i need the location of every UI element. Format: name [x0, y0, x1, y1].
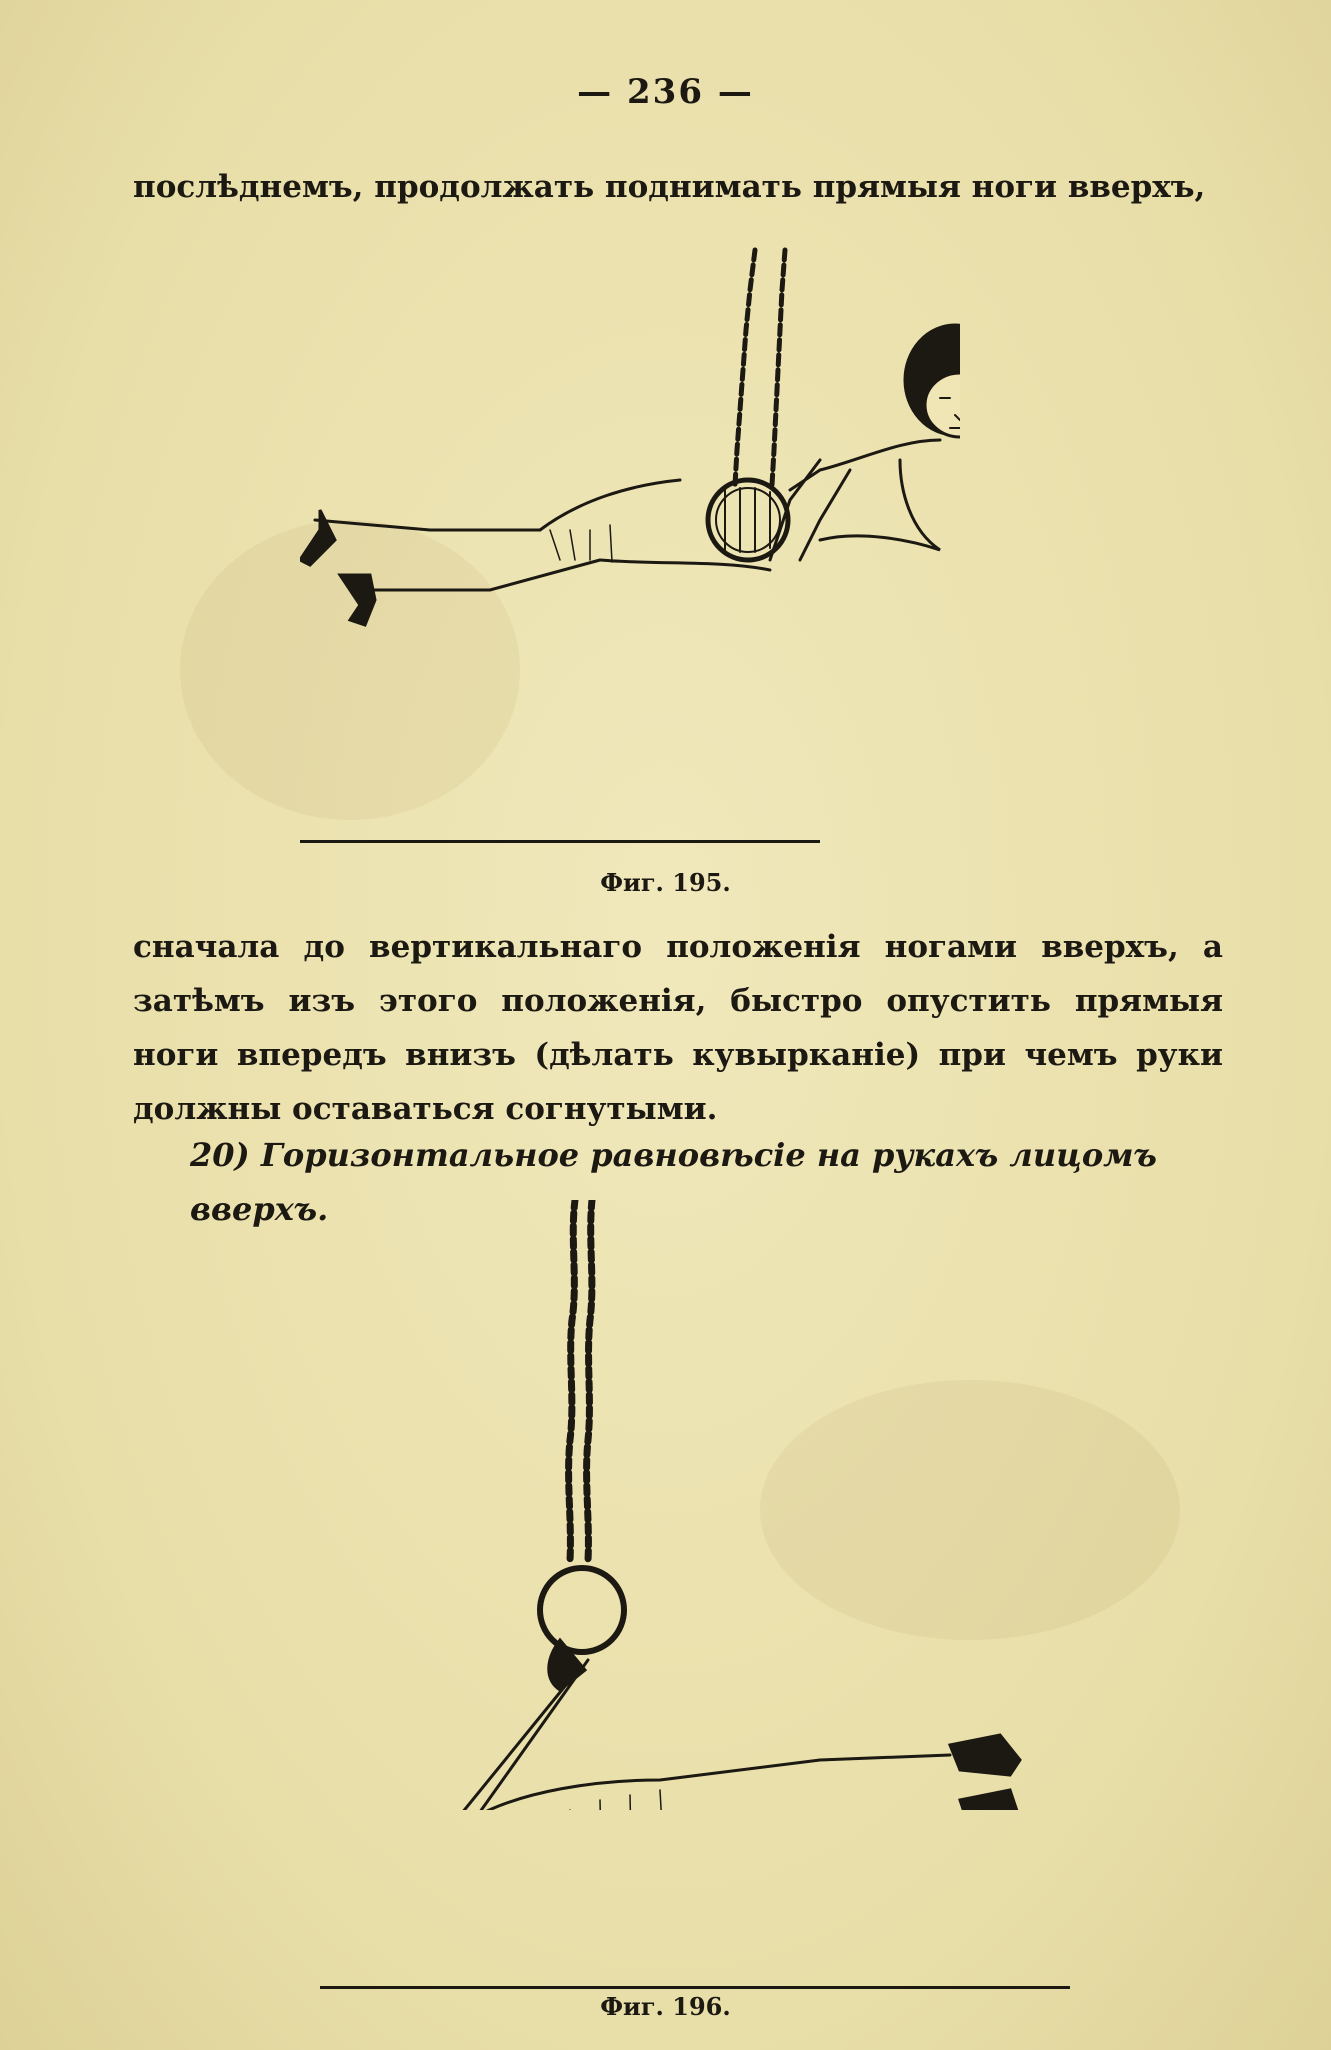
gym-ring: [540, 1568, 624, 1652]
figure-195-illustration: [300, 230, 960, 640]
figure-195-caption: Фиг. 195.: [600, 868, 731, 897]
shoe-right: [960, 1790, 1020, 1810]
shoe-left: [300, 510, 335, 565]
torso: [790, 440, 940, 490]
section-heading: 20) Горизонтальное равновѣсіе на рукахъ лицомъ вверхъ.: [190, 1136, 1157, 1228]
paragraph-middle: сначала до вертикальнаго положенія ногами вверхъ, а затѣмъ изъ этого положенія, быстро опустить прямыя ноги впередъ внизъ (дѣлать кувырканіе) при чемъ руки должны оставаться согнутыми.: [133, 929, 1223, 1127]
torso-top: [470, 1755, 950, 1810]
gym-ring: [708, 480, 788, 560]
ring-chain-right: [772, 250, 785, 485]
ring-chain-left: [735, 250, 755, 485]
paragraph-top: послѣднемъ, продолжать поднимать прямыя ноги вверхъ,: [133, 169, 1206, 205]
figure-195-baseline: [300, 840, 820, 843]
figure-196-baseline: [320, 1986, 1070, 1989]
page-number: — 236 —: [577, 72, 754, 112]
shoe-right: [340, 575, 375, 625]
figure-196-caption: Фиг. 196.: [600, 1992, 731, 2021]
ring-rope: [569, 1200, 592, 1560]
shoe-left: [950, 1735, 1020, 1775]
back: [820, 460, 940, 550]
figure-196-illustration: [320, 1200, 1080, 1810]
